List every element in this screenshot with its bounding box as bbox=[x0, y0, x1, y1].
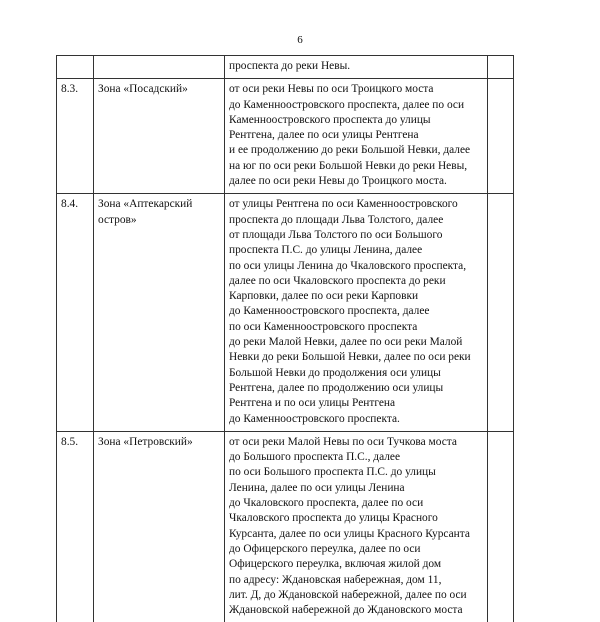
zone-boundary-description bbox=[225, 194, 488, 431]
description-line: от улицы Рентгена по оси Каменноостровского bbox=[229, 197, 483, 212]
description-line: до реки Малой Невки, далее по оси реки Малой bbox=[229, 335, 483, 350]
zone-name bbox=[94, 56, 225, 79]
row-number: 8.5. bbox=[57, 431, 94, 622]
zones-table bbox=[56, 55, 514, 622]
description-line: по адресу: Ждановская набережная, дом 11, bbox=[229, 573, 483, 588]
zone-name bbox=[94, 431, 225, 622]
table-row bbox=[57, 431, 514, 622]
description-line: далее по оси реки Невы до Троицкого моста. bbox=[229, 174, 483, 189]
description-line: Каменноостровского проспекта до улицы bbox=[229, 113, 483, 128]
extra-column-cell bbox=[488, 194, 514, 431]
description-line: Ждановской набережной до Ждановского моста bbox=[229, 603, 483, 618]
row-number: 8.4. bbox=[57, 194, 94, 431]
extra-column-cell bbox=[488, 79, 514, 194]
zone-name-line: Зона «Посадский» bbox=[98, 82, 220, 97]
table-row bbox=[57, 194, 514, 431]
zones-table-body bbox=[57, 56, 514, 622]
description-line: Рентгена, далее по оси улицы Рентгена bbox=[229, 128, 483, 143]
description-line: на юг по оси реки Большой Невки до реки Невы, bbox=[229, 159, 483, 174]
zone-name bbox=[94, 194, 225, 431]
description-line: по оси улицы Ленина до Чкаловского проспекта, bbox=[229, 259, 483, 274]
description-line: от оси реки Малой Невы по оси Тучкова моста bbox=[229, 435, 483, 450]
description-line: Курсанта, далее по оси улицы Красного Курсанта bbox=[229, 527, 483, 542]
description-line: от оси реки Невы по оси Троицкого моста bbox=[229, 82, 483, 97]
extra-column-cell bbox=[488, 56, 514, 79]
zone-name-line: Зона «Аптекарский bbox=[98, 197, 220, 212]
zone-name-line: остров» bbox=[98, 213, 220, 228]
zone-boundary-description bbox=[225, 79, 488, 194]
description-line: до Чкаловского проспекта, далее по оси bbox=[229, 496, 483, 511]
zone-name bbox=[94, 79, 225, 194]
description-line: далее по оси Чкаловского проспекта до реки bbox=[229, 274, 483, 289]
description-line: до Каменноостровского проспекта. bbox=[229, 412, 483, 427]
row-number bbox=[57, 56, 94, 79]
table-row bbox=[57, 56, 514, 79]
zone-name-line: Зона «Петровский» bbox=[98, 435, 220, 450]
description-line: до Каменноостровского проспекта, далее bbox=[229, 304, 483, 319]
description-line: Рентгена, далее по продолжению оси улицы bbox=[229, 381, 483, 396]
description-line: до Каменноостровского проспекта, далее по оси bbox=[229, 98, 483, 113]
description-line: и ее продолжению до реки Большой Невки, далее bbox=[229, 143, 483, 158]
zone-boundary-description bbox=[225, 431, 488, 622]
description-line: проспекта до реки Невы. bbox=[229, 59, 483, 74]
description-line: Ленина, далее по оси улицы Ленина bbox=[229, 481, 483, 496]
description-line: проспекта П.С. до улицы Ленина, далее bbox=[229, 243, 483, 258]
description-line: Карповки, далее по оси реки Карповки bbox=[229, 289, 483, 304]
description-line: до Большого проспекта П.С., далее bbox=[229, 450, 483, 465]
description-line: Офицерского переулка, включая жилой дом bbox=[229, 557, 483, 572]
description-line: до Офицерского переулка, далее по оси bbox=[229, 542, 483, 557]
row-number: 8.3. bbox=[57, 79, 94, 194]
description-line: Рентгена и по оси улицы Рентгена bbox=[229, 396, 483, 411]
description-line: Чкаловского проспекта до улицы Красного bbox=[229, 511, 483, 526]
description-line: Невки до реки Большой Невки, далее по оси реки bbox=[229, 350, 483, 365]
extra-column-cell bbox=[488, 431, 514, 622]
description-line: от площади Льва Толстого по оси Большого bbox=[229, 228, 483, 243]
description-line: проспекта до площади Льва Толстого, далее bbox=[229, 213, 483, 228]
table-row bbox=[57, 79, 514, 194]
page-number: 6 bbox=[0, 34, 600, 47]
description-line: по оси Большого проспекта П.С. до улицы bbox=[229, 465, 483, 480]
zone-boundary-description bbox=[225, 56, 488, 79]
description-line: по оси Каменноостровского проспекта bbox=[229, 320, 483, 335]
description-line: лит. Д, до Ждановской набережной, далее по оси bbox=[229, 588, 483, 603]
description-line: Большой Невки до продолжения оси улицы bbox=[229, 366, 483, 381]
